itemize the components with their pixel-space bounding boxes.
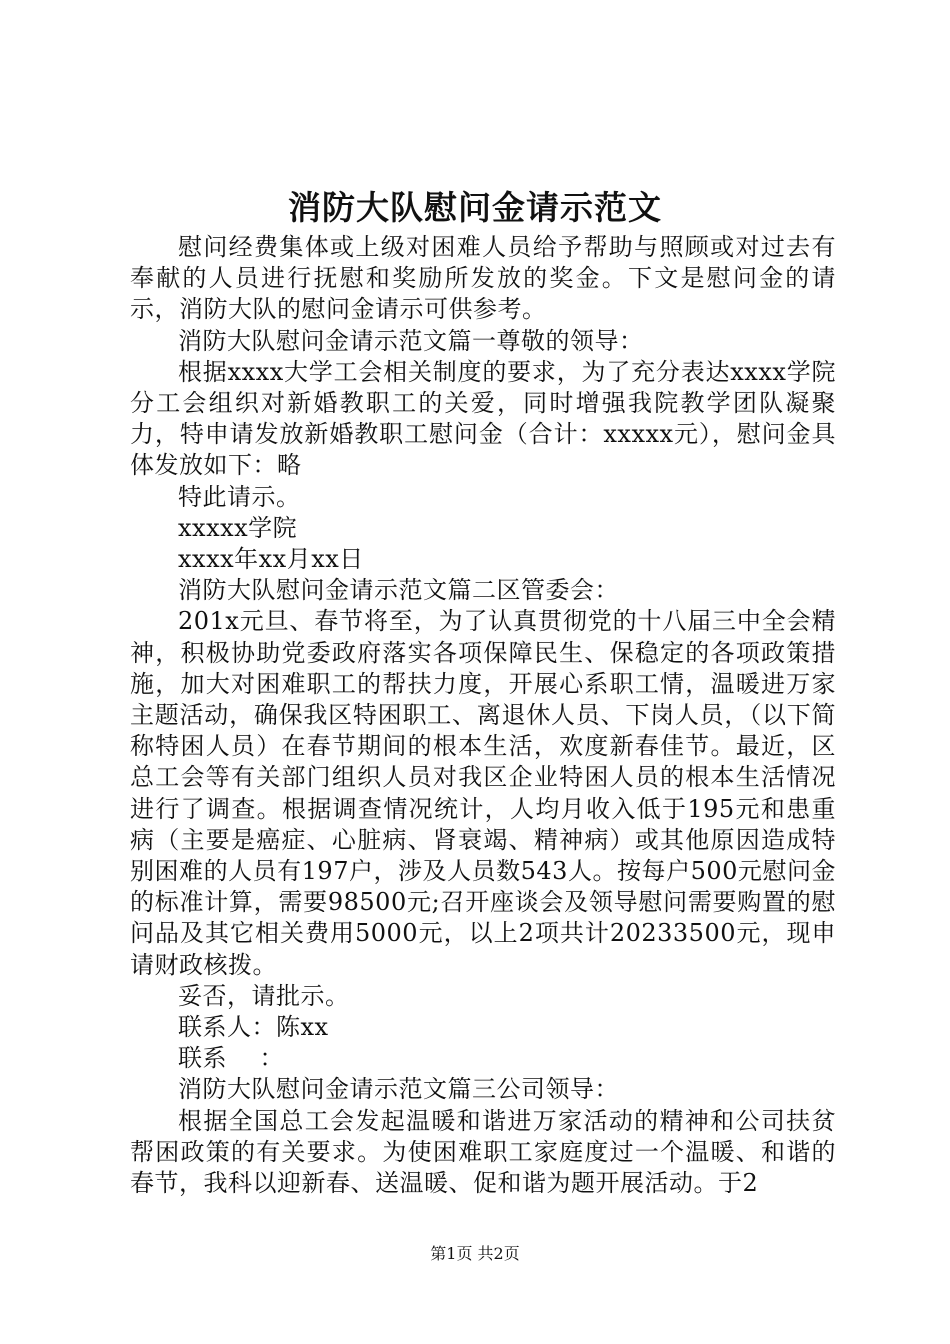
paragraph-sample1-heading: 消防大队慰问金请示范文篇一尊敬的领导： [178, 326, 644, 355]
document-title: 消防大队慰问金请示范文 [288, 188, 662, 227]
paragraph-sample1-date: xxxx年xx月xx日 [178, 545, 364, 574]
paragraph-sample1-signature: xxxxx学院 [178, 513, 298, 542]
paragraph-sample3-body: 根据全国总工会发起温暖和谐进万家活动的精神和公司扶贫帮困政策的有关要求。为使困难职工家庭度过一个温暖、和谐的春节，我科以迎新春、送温暖、促和谐为题开展活动。于2 [130, 1106, 836, 1198]
paragraph-sample2-closing: 妥否，请批示。 [178, 981, 350, 1010]
paragraph-intro: 慰问经费集体或上级对困难人员给予帮助与照顾或对过去有奉献的人员进行抚慰和奖励所发放的奖金。下文是慰问金的请示，消防大队的慰问金请示可供参考。 [130, 233, 836, 324]
paragraph-sample2-heading: 消防大队慰问金请示范文篇二区管委会： [178, 576, 619, 605]
document-body [130, 232, 836, 1199]
paragraph-sample1-body: 根据xxxx大学工会相关制度的要求，为了充分表达xxxx学院分工会组织对新婚教职工的关爱，同时增强我院教学团队凝聚力，特申请发放新婚教职工慰问金（合计：xxxxx元），慰问金具体发放如下：略 [130, 357, 836, 480]
page-footer: 第1页 共2页 [430, 1244, 520, 1263]
paragraph-sample1-closing: 特此请示。 [178, 482, 301, 511]
paragraph-sample3-heading: 消防大队慰问金请示范文篇三公司领导： [178, 1075, 619, 1104]
paragraph-sample2-contact: 联系人：陈xx [178, 1013, 329, 1042]
paragraph-sample2-phone: 联系 ： [178, 1044, 285, 1073]
paragraph-sample2-body: 201x元旦、春节将至，为了认真贯彻党的十八届三中全会精神，积极协助党委政府落实各项保障民生、保稳定的各项政策措施，加大对困难职工的帮扶力度，开展心系职工情，温暖进万家主题活动，确保我区特困职工、离退休人员、下岗人员，（以下简称特困人员）在春节期间的根本生活，欢度新春佳节。最近，区总工会等有关部门组织人员对我区企业特困人员的根本生活情况进行了调查。根据调查情况统计，人均月收入低于195元和患重病（主要是癌症、心脏病、肾衰竭、精神病）或其他原因造成特别困难的人员有197户，涉及人员数543人。按每户500元慰问金的标准计算，需要98500元;召开座谈会及领导慰问需要购置的慰问品及其它相关费用5000元，以上2项共计20233500元，现申请财政核拨。 [130, 607, 836, 979]
